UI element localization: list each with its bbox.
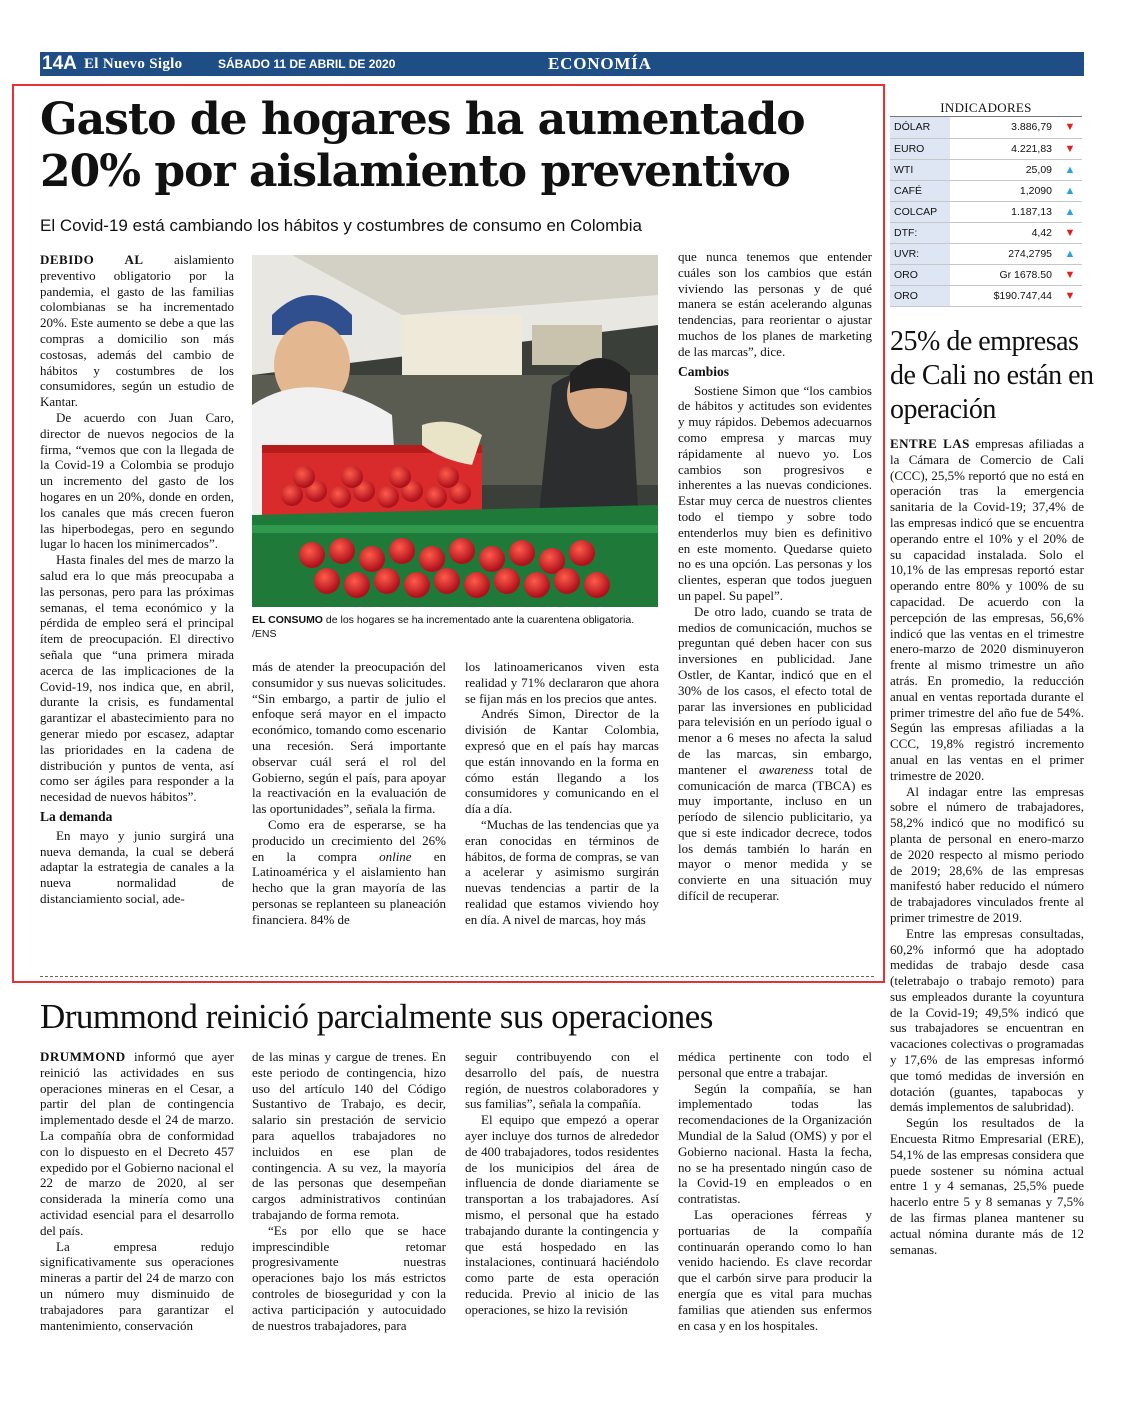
indicators-box: [890, 100, 1082, 307]
market-photo: [252, 255, 658, 607]
paragraph: Según los resultados de la Encuesta Ritmo Empresarial (ERE), 54,1% de las empresas considera que puede sostener su nómina actual entre 1 y 4 semanas, 25,5% puede hacerlo entre 5 y 8 semanas y 7,5% de las firmas planea mantener su actual nómina durante más de 12 semanas.: [890, 1115, 1084, 1257]
arrow-down-icon: ▼: [1058, 285, 1082, 306]
emphasis: online: [379, 848, 412, 864]
arrow-up-icon: ▲: [1058, 201, 1082, 222]
drop-lead: ENTRE LAS: [890, 436, 970, 451]
story-divider: [40, 976, 874, 977]
paragraph: [40, 252, 234, 410]
indicator-value: Gr 1678.50: [950, 264, 1058, 285]
paragraph-text: aislamiento preventivo obligatorio por la pandemia, el gasto de las familias colombianas se ha incrementado 20%. Este aumento se debe a que las compras a domicilio son más costosas, además del cambio de hábitos y costumbres de los consumidores, según un estudio de Kantar.: [40, 252, 234, 410]
indicator-value: 4.221,83: [950, 138, 1058, 159]
indicator-value: 25,09: [950, 159, 1058, 180]
indicator-name: DÓLAR: [890, 117, 950, 138]
drop-lead: DEBIDO AL: [40, 252, 144, 267]
indicator-row: [890, 138, 1082, 159]
drummond-story-headline: Drummond reinició parcialmente sus operaciones: [40, 997, 713, 1036]
indicator-row: [890, 222, 1082, 243]
paragraph: más de atender la preocupación del consumidor y sus nuevas solicitudes. “Sin embargo, a partir de julio el enfoque será mayor en el impacto económico, tomando como escenario una recesión. Será importante observar cuál será el rol del Gobierno, según el país, para apoyar la reactivación en la evaluación de las oportunidades”, señala la firma.: [252, 659, 446, 817]
paragraph-text: empresas afiliadas a la Cámara de Comercio de Cali (CCC), 25,5% reportó que no está en operación tras la emergencia sanitaria de la Covid-19; 37,4% de las empresas indicó que se encuentra operando entre el 10% y el 20% de su capacidad instalada. Solo el 10,1% de las empresas reportó estar operando entre 80% y 100% de su capacidad. De acuerdo con la percepción de las empresas, 56,6% indicó que las ventas en el trimestre enero-marzo de 2020 disminuyeron frente al mismo trimestre un año atrás. En promedio, la reducción anual en ventas reportada durante el primer trimestre del año fue de 54%. Según las empresas afiliadas a la CCC, 19,8% registró incremento anual en las ventas en el primer trimestre de 2020.: [890, 436, 1084, 783]
arrow-down-icon: ▼: [1058, 138, 1082, 159]
indicator-name: ORO: [890, 264, 950, 285]
indicator-value: 274,2795: [950, 243, 1058, 264]
headline-line: Gasto de hogares ha aumentado: [40, 94, 805, 145]
paragraph: “Muchas de las tendencias que ya eran conocidas en términos de hábitos, de forma de compras, se van a acelerar y asimismo surgirán nuevas tendencias a partir de la realidad que estamos viviendo hoy en día. A nivel de marcas, hoy más: [465, 816, 659, 927]
arrow-up-icon: ▲: [1058, 180, 1082, 201]
emphasis: awareness: [758, 761, 814, 777]
arrow-down-icon: ▼: [1058, 117, 1082, 138]
paragraph: Las operaciones férreas y portuarias de la compañía continuarán operando como lo han venido haciendo. Es clave recordar que el carbón sirve para producir la energía que es vital para muchas familias que atienden sus enfermos en casa y en los hospitales.: [678, 1206, 872, 1333]
indicator-row: [890, 243, 1082, 264]
paragraph-text: Como era de esperarse, se ha producido un crecimiento del 26% en la compra: [252, 816, 446, 864]
indicator-row: [890, 285, 1082, 306]
indicator-value: 4,42: [950, 222, 1058, 243]
paragraph: los latinoamericanos viven esta realidad y 71% declararon que ahora se fijan más en los precios que antes.: [465, 659, 659, 706]
newspaper-name: El Nuevo Siglo: [84, 56, 183, 72]
indicator-name: COLCAP: [890, 201, 950, 222]
drummond-column-2: [252, 1049, 446, 1333]
indicator-name: WTI: [890, 159, 950, 180]
indicators-title: INDICADORES: [890, 100, 1082, 117]
paragraph: “Es por ello que se hace imprescindible retomar progresivamente nuestras operaciones bajo los más estrictos controles de bioseguridad y con la activa participación y autocuidado de nuestros trabajadores, para: [252, 1222, 446, 1333]
arrow-up-icon: ▲: [1058, 159, 1082, 180]
lead-story-column-3: [465, 659, 659, 928]
paragraph: Andrés Simon, Director de la división de Kantar Colombia, expresó que en el país hay marcas que están innovando en la forma en cómo están llegando a los consumidores y comunicando en el día a día.: [465, 706, 659, 817]
indicator-value: 3.886,79: [950, 117, 1058, 138]
arrow-up-icon: ▲: [1058, 243, 1082, 264]
paragraph-text: total de comunicación de marca (TBCA) es muy importante, incluso en un período de silencio publicitario, ya que si este indicador decrece, todos los demás también lo harán en mayor o menor medida y se convierte en una situación muy difícil de recuperar.: [678, 761, 872, 904]
issue-date: SÁBADO 11 DE ABRIL DE 2020: [218, 57, 396, 71]
indicator-row: [890, 159, 1082, 180]
paragraph: médica pertinente con todo el personal que entre a trabajar.: [678, 1049, 872, 1080]
paragraph: El equipo que empezó a operar ayer incluye dos turnos de alrededor de 400 trabajadores, todos residentes de los municipios del área de influencia de donde diariamente se transportan a los trabajadores. Así mismo, el personal que ha estado trabajando durante la contingencia y que está hospedado en las instalaciones, continuará haciéndolo como parte de esta operación reducida. Previo al inicio de las operaciones, se hizo la revisión: [465, 1112, 659, 1317]
paragraph: de las minas y cargue de trenes. En este periodo de contingencia, hizo uso del artículo 140 del Código Sustantivo de Trabajo, es decir, salario sin prestación de servicio para aquellos trabajadores no incluidos en ese plan de contingencia. A su vez, la mayoría de las personas que desempeñan cargos administrativos continúan trabajando de forma remota.: [252, 1049, 446, 1222]
page-header-bar: [40, 52, 1084, 76]
paragraph-text: De otro lado, cuando se trata de medios de comunicación, muchos se preguntan qué deben hacer con sus inversiones en publicidad. Jane Ostler, de Kantar, indicó que en el 30% de los casos, el efecto total de parar las inversiones en publicidad para televisión en un período igual o menor a 6 meses no afecta la salud de las marcas, sin embargo, mantener el: [678, 603, 872, 777]
indicator-value: 1.187,13: [950, 201, 1058, 222]
paragraph: Sostiene Simon que “los cambios de hábitos y actitudes son evidentes y muy rápidos. Debemos adecuarnos como empresa y marcas muy rápidamente al nuevo yo. Los cambios son progresivos e inherentes a las nuevas condiciones. Estar muy cerca de nuestros clientes todo el tiempo y sobre todo entenderlos muy bien es definitivo en este momento. Quedarse quieto no es una opción. Las personas y los clientes, esperan que todos jueguen un papel. Su papel”.: [678, 382, 872, 603]
page-number: 14A: [42, 53, 77, 74]
section-subhead: Cambios: [678, 363, 730, 379]
drummond-column-1: [40, 1049, 234, 1333]
cali-story-headline: 25% de empresas de Cali no están en operación: [890, 326, 1094, 425]
lead-story-column-1: [40, 252, 234, 907]
paragraph: seguir contribuyendo con el desarrollo del país, de nuestra región, de nuestros colaboradores y sus familias”, señala la compañía.: [465, 1049, 659, 1112]
lead-story-column-4: [678, 249, 872, 904]
cali-story-column: [890, 436, 1084, 1257]
paragraph: La empresa redujo significativamente sus operaciones mineras a partir del 24 de marzo con un número muy disminuido de trabajadores para garantizar el mantenimiento, conservación: [40, 1238, 234, 1333]
paragraph: De acuerdo con Juan Caro, director de nuevos negocios de la firma, “vemos que con la llegada de la Covid-19 a Colombia se produjo un incremento del gasto de los hogares en un 20%, donde en orden, los canales que más crecen fueron las hiperbodegas, pero en segundo lugar lo hacen los minimercados”.: [40, 409, 234, 552]
section-name: ECONOMÍA: [548, 54, 652, 73]
paragraph: que nunca tenemos que entender cuáles son los cambios que están viviendo las personas y de qué manera se están acelerando algunas tendencias, para reorientar o ajustar muchos de los planes de marketing de las marcas”, dice.: [678, 249, 872, 359]
section-subhead: La demanda: [40, 808, 113, 824]
caption-lead: EL CONSUMO: [252, 614, 323, 626]
drummond-column-4: [678, 1049, 872, 1333]
lead-story-headline: [40, 94, 840, 198]
indicators-table: [890, 117, 1082, 307]
indicator-name: ORO: [890, 285, 950, 306]
indicator-name: DTF:: [890, 222, 950, 243]
arrow-down-icon: ▼: [1058, 222, 1082, 243]
lead-story-subhead: El Covid-19 está cambiando los hábitos y costumbres de consumo en Colombia: [40, 216, 642, 235]
caption-text: de los hogares se ha incrementado ante la cuarentena obligatoria. /ENS: [252, 614, 635, 640]
indicator-name: UVR:: [890, 243, 950, 264]
paragraph: [890, 436, 1084, 784]
paragraph: Hasta finales del mes de marzo la salud era lo que más preocupaba a las personas, pero para las próximas semanas, el tema económico y la pérdida de empleo será el principal ítem de preocupación. El directivo señala que “una primera mirada acerca de las implicaciones de la Covid-19, nos indica que, en abril, durante la crisis, es fundamental garantizar el abastecimiento para no generar miedo por escasez, adaptar las prioridades en la cadena de distribución y puntos de venta, así como ser ágiles para responder a la necesidad de nuevos hábitos”.: [40, 552, 234, 805]
indicator-row: [890, 201, 1082, 222]
paragraph: Según la compañía, se han implementado todas las recomendaciones de la Organización Mundial de la Salud (OMS) y por el Gobierno nacional. Hasta la fecha, no se ha presentado ningún caso de la Covid-19 en empleados o en contratistas.: [678, 1080, 872, 1207]
paragraph: [252, 817, 446, 928]
indicator-name: CAFÉ: [890, 180, 950, 201]
paragraph: Al indagar entre las empresas sobre el número de trabajadores, 58,2% indicó que no modificó su planta de personal en enero-marzo de 2020 respecto al mismo periodo de 2019; 28,6% de las empresas manifestó haber reducido el número de trabajadores vinculados frente al primer trimestre de 2019.: [890, 783, 1084, 925]
indicator-row: [890, 117, 1082, 138]
drop-lead: DRUMMOND: [40, 1049, 126, 1064]
paragraph-text: informó que ayer reinició las actividades en sus operaciones mineras en el Cesar, a partir del plan de contingencia implementado desde el 24 de marzo. La compañía obra de conformidad con lo dispuesto en el Decreto 457 expedido por el Gobierno nacional el 22 de marzo de 2020, al ser considerada la minería como una actividad esencial para el desarrollo del país.: [40, 1049, 234, 1238]
paragraph-text: en Latinoamérica y el aislamiento han hecho que la gran mayoría de las personas se replanteen su planeación financiera. 84% de: [252, 848, 446, 927]
indicator-row: [890, 264, 1082, 285]
drummond-column-3: [465, 1049, 659, 1318]
indicator-name: EURO: [890, 138, 950, 159]
photo-caption: [252, 613, 658, 641]
arrow-down-icon: ▼: [1058, 264, 1082, 285]
paragraph: En mayo y junio surgirá una nueva demanda, la cual se deberá adaptar la estrategia de canales a la nueva normalidad de distanciamiento social, ade-: [40, 827, 234, 907]
indicator-value: $190.747,44: [950, 285, 1058, 306]
paragraph: [40, 1049, 234, 1239]
headline-line: 20% por aislamiento preventivo: [40, 146, 790, 197]
indicator-row: [890, 180, 1082, 201]
strawberry-market-photo: [252, 255, 658, 607]
indicator-value: 1,2090: [950, 180, 1058, 201]
paragraph: [678, 604, 872, 904]
lead-story-column-2: [252, 659, 446, 928]
paragraph: Entre las empresas consultadas, 60,2% informó que ha adoptado medidas de trabajo desde casa (teletrabajo o trabajo remoto) para sus empleados durante la coyuntura de la Covid-19; 49,5% indicó que sus trabajadores se encuentran en vacaciones colectivas o programadas y 17,6% de las empresas informó que tomó medidas de inversión en dotación (guantes, tapabocas y demás implementos de salubridad).: [890, 925, 1084, 1115]
